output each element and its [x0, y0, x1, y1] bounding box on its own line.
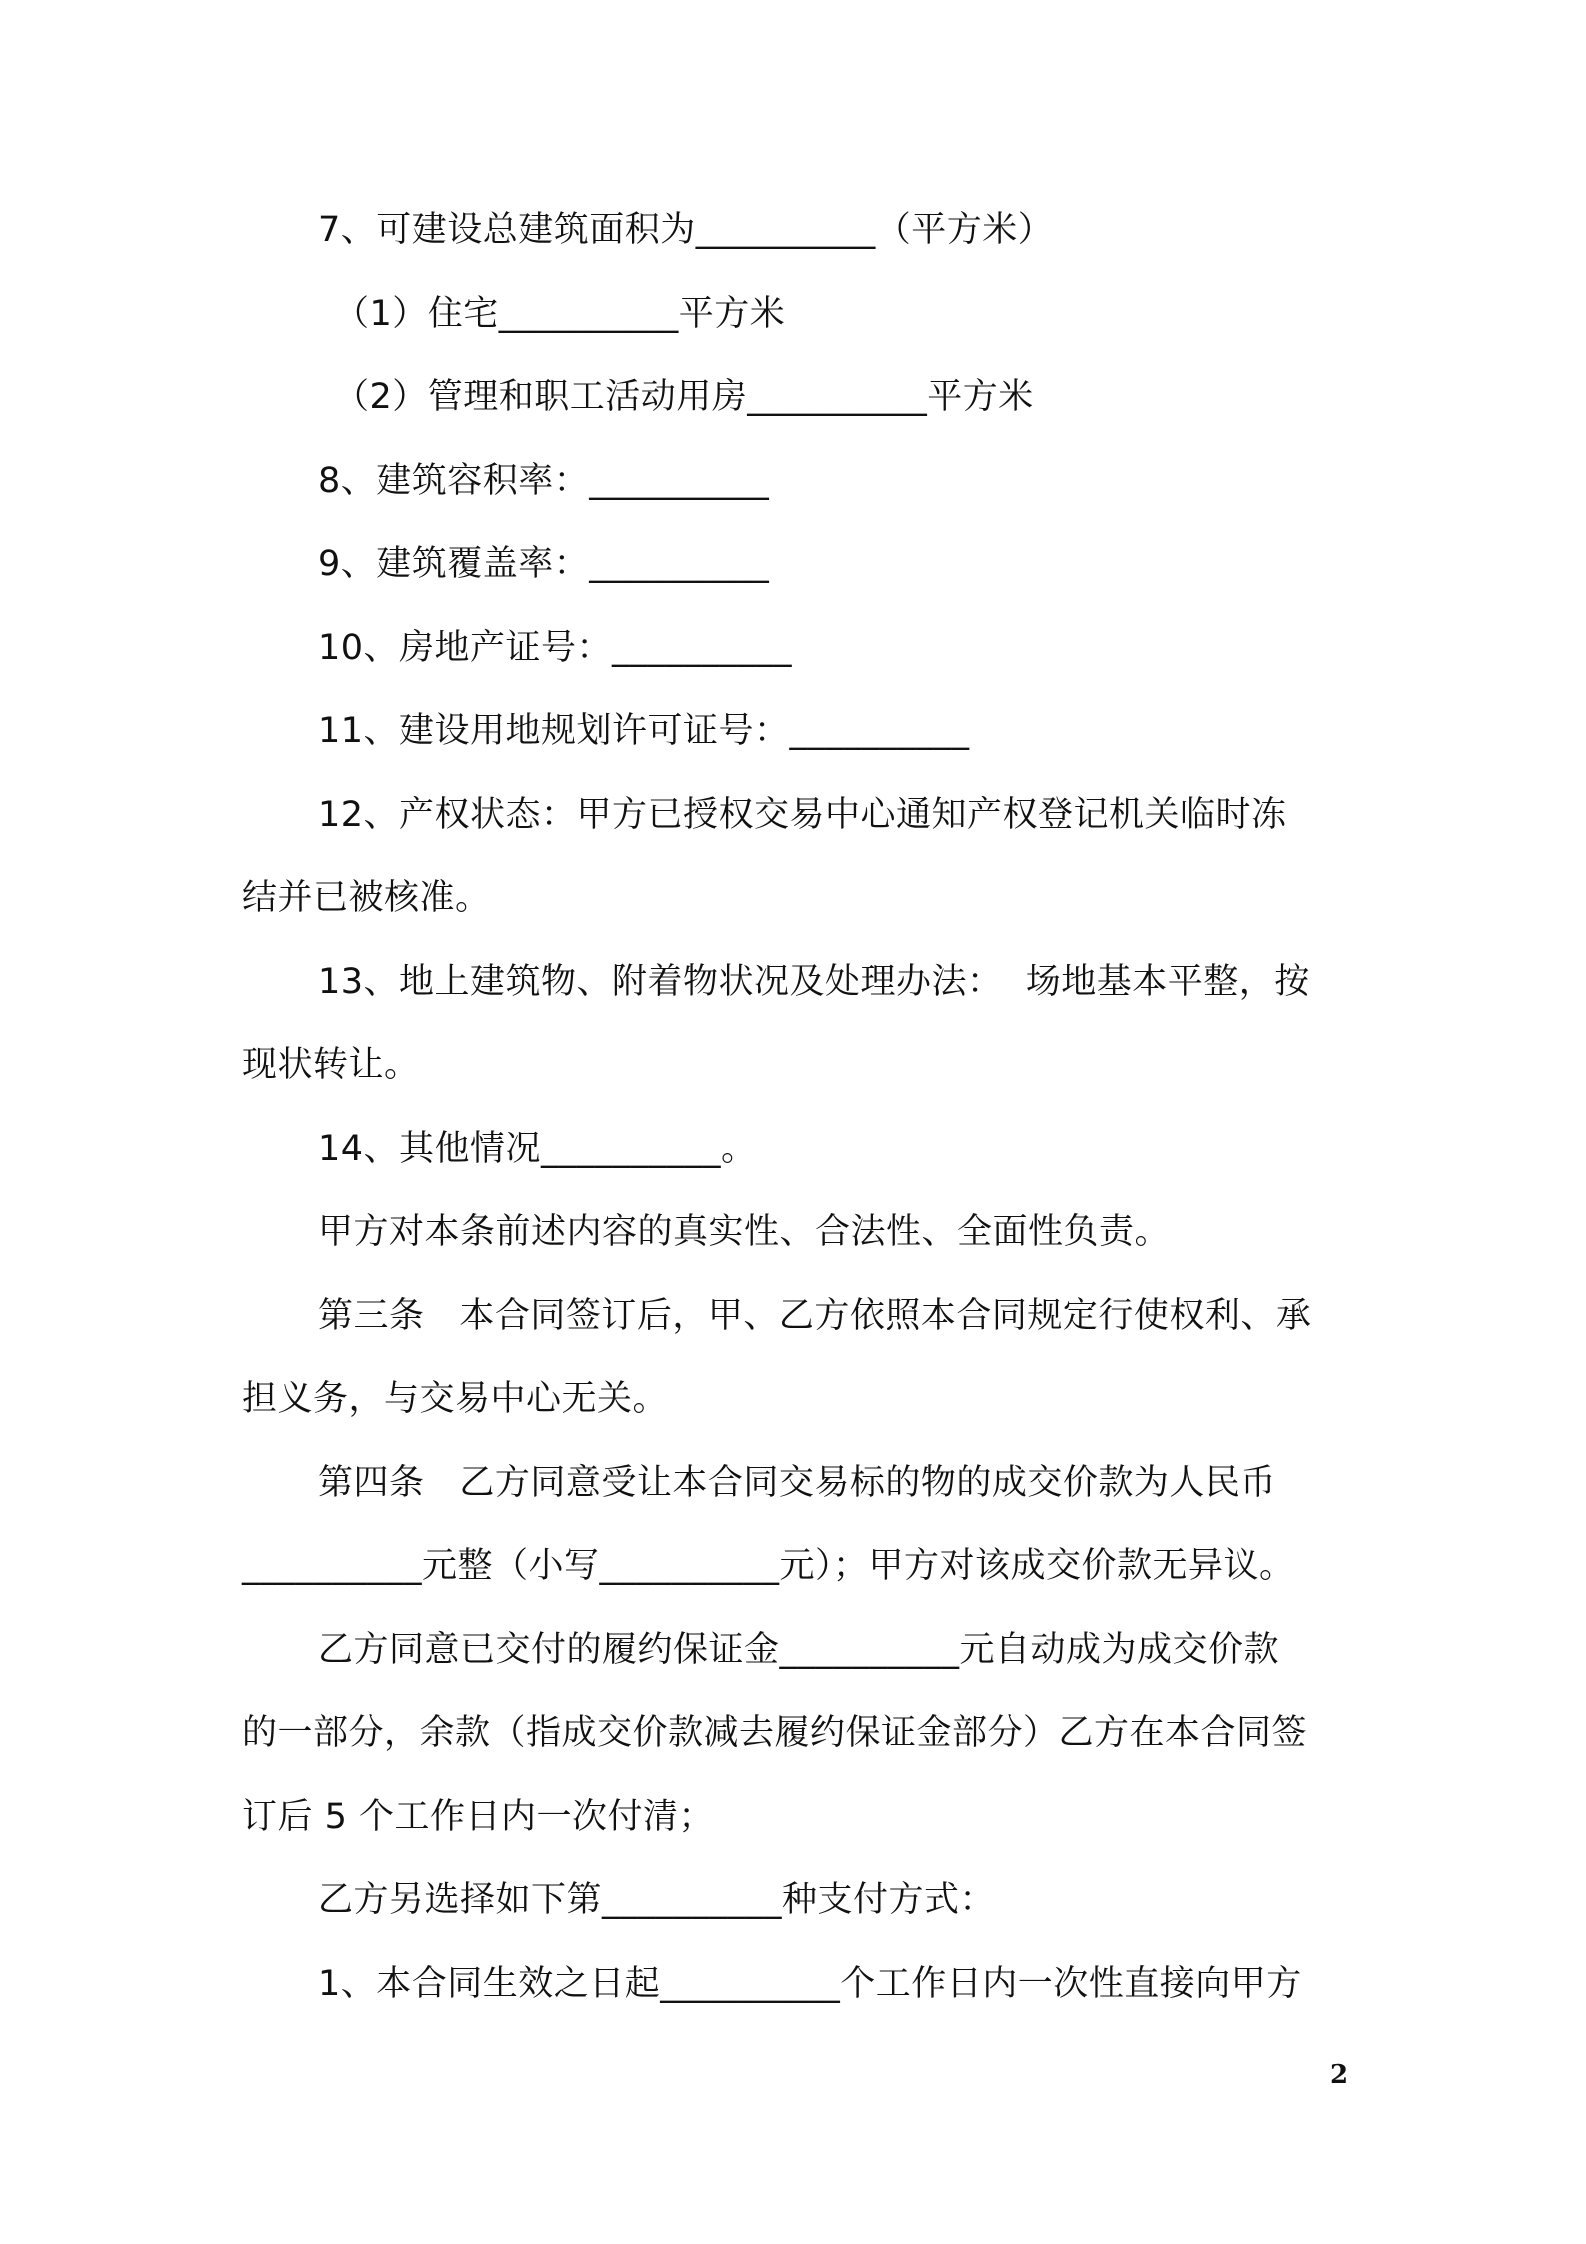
text-line: 12、产权状态：甲方已授权交易中心通知产权登记机关临时冻	[318, 795, 1287, 835]
text-line: 13、地上建筑物、附着物状况及处理办法： 场地基本平整，按	[318, 962, 1310, 1002]
text-line: （2）管理和职工活动用房__________平方米	[334, 377, 1034, 417]
text-line: 14、其他情况__________。	[318, 1129, 757, 1169]
page-number: 2	[1330, 2060, 1349, 2090]
text-line: 甲方对本条前述内容的真实性、合法性、全面性负责。	[318, 1212, 1171, 1252]
text-line: 现状转让。	[242, 1045, 420, 1085]
text-line: 9、建筑覆盖率：__________	[318, 544, 770, 584]
text-line: 7、可建设总建筑面积为__________（平方米）	[318, 210, 1054, 250]
text-line: 的一部分，余款（指成交价款减去履约保证金部分）乙方在本合同签	[242, 1713, 1308, 1753]
text-line: 结并已被核准。	[242, 878, 491, 918]
text-line: 乙方同意已交付的履约保证金__________元自动成为成交价款	[318, 1630, 1280, 1670]
text-line: __________元整（小写__________元）；甲方对该成交价款无异议。	[242, 1546, 1295, 1586]
text-line: 1、本合同生效之日起__________个工作日内一次性直接向甲方	[318, 1964, 1302, 2004]
text-line: 订后 5 个工作日内一次付清；	[242, 1797, 715, 1837]
text-line: （1）住宅__________平方米	[334, 294, 786, 334]
text-line: 乙方另选择如下第__________种支付方式：	[318, 1880, 996, 1920]
text-line: 第三条 本合同签订后，甲、乙方依照本合同规定行使权利、承	[318, 1296, 1312, 1336]
text-line: 10、房地产证号：__________	[318, 628, 793, 668]
text-line: 8、建筑容积率：__________	[318, 461, 770, 501]
text-line: 担义务，与交易中心无关。	[242, 1379, 669, 1419]
text-line: 第四条 乙方同意受让本合同交易标的物的成交价款为人民币	[318, 1463, 1276, 1503]
text-line: 11、建设用地规划许可证号：__________	[318, 711, 970, 751]
